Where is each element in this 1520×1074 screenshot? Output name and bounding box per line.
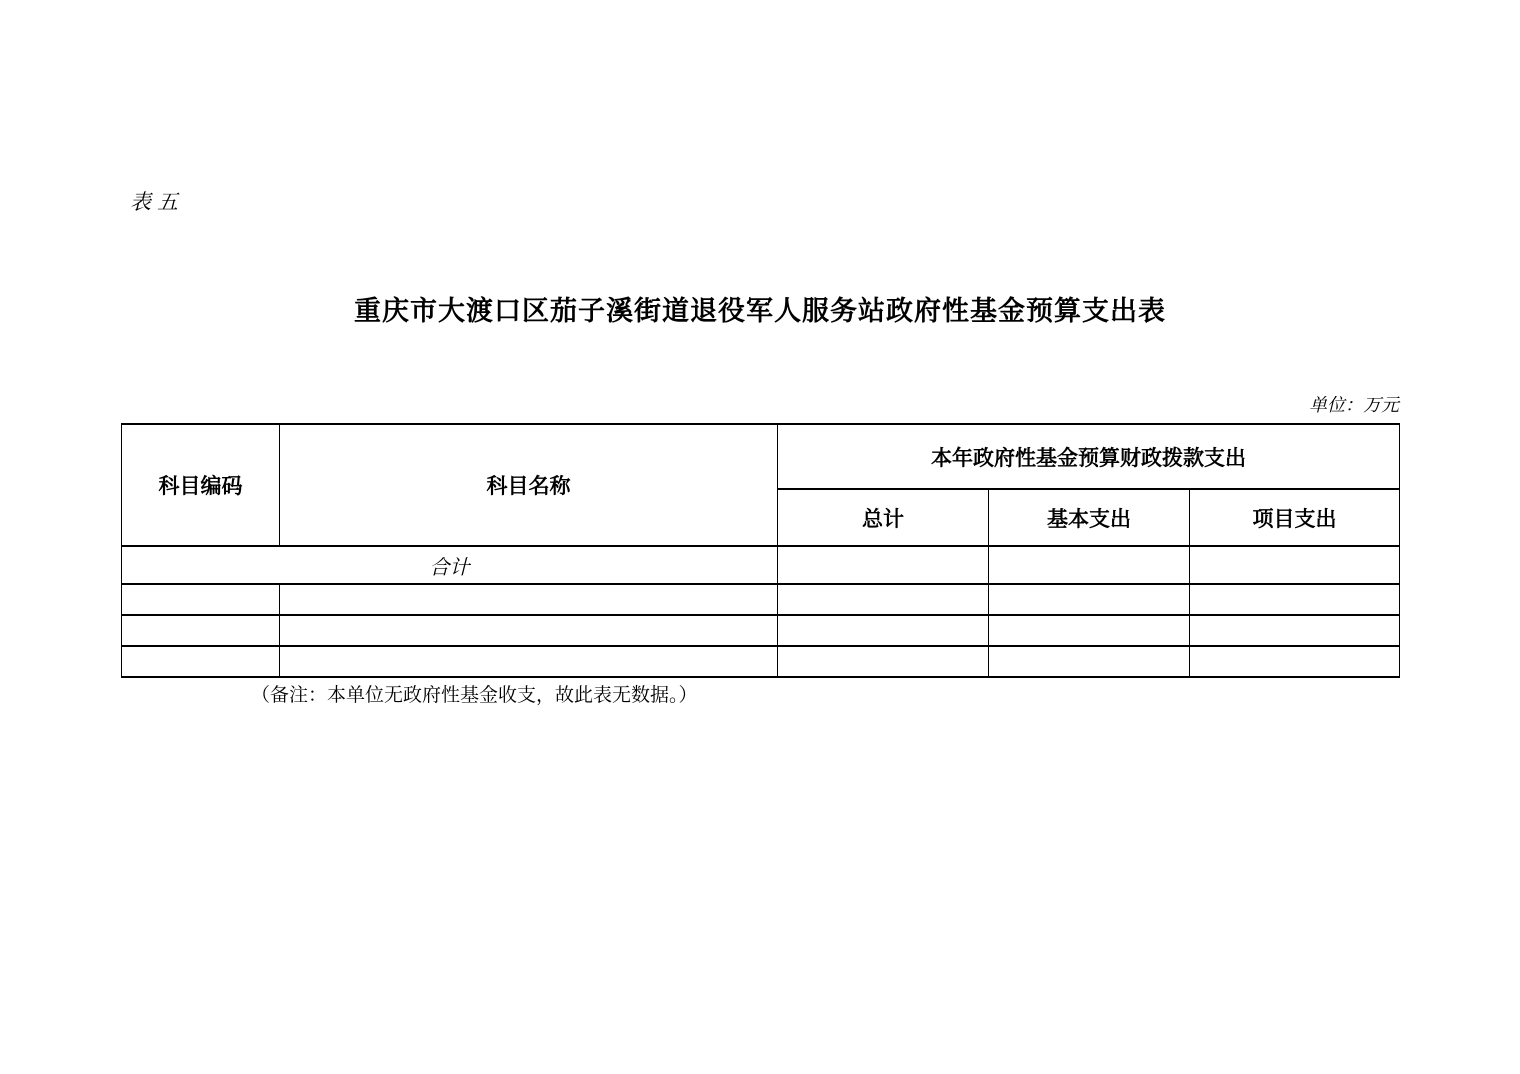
- total-row: [122, 546, 1400, 584]
- header-subject-code: 科目编码: [122, 424, 280, 546]
- page-title: 重庆市大渡口区茄子溪街道退役军人服务站政府性基金预算支出表: [354, 296, 1166, 326]
- row-total-cell: [778, 584, 989, 615]
- row-code-cell: [122, 646, 280, 677]
- row-code-cell: [122, 615, 280, 646]
- unit-note: 单位：万元: [1309, 395, 1399, 415]
- table-row: [122, 584, 1400, 615]
- total-row-label: 合计: [122, 546, 778, 584]
- row-total-cell: [778, 615, 989, 646]
- header-basic-expenditure: 基本支出: [989, 489, 1190, 546]
- table-number-label: 表五: [130, 190, 184, 214]
- header-fund-expenditure-group: 本年政府性基金预算财政拨款支出: [778, 424, 1400, 489]
- row-name-cell: [280, 584, 778, 615]
- total-row-basic-cell: [989, 546, 1190, 584]
- row-name-cell: [280, 615, 778, 646]
- row-project-cell: [1190, 584, 1400, 615]
- row-name-cell: [280, 646, 778, 677]
- row-code-cell: [122, 584, 280, 615]
- row-total-cell: [778, 646, 989, 677]
- header-project-expenditure: 项目支出: [1190, 489, 1400, 546]
- row-basic-cell: [989, 615, 1190, 646]
- total-row-total-cell: [778, 546, 989, 584]
- footnote: （备注：本单位无政府性基金收支，故此表无数据。）: [251, 685, 698, 706]
- header-subject-name: 科目名称: [280, 424, 778, 546]
- total-row-project-cell: [1190, 546, 1400, 584]
- row-basic-cell: [989, 584, 1190, 615]
- row-project-cell: [1190, 646, 1400, 677]
- budget-table: [121, 423, 1400, 678]
- header-row-1: [122, 424, 1400, 489]
- header-total: 总计: [778, 489, 989, 546]
- table-row: [122, 646, 1400, 677]
- row-basic-cell: [989, 646, 1190, 677]
- row-project-cell: [1190, 615, 1400, 646]
- table-row: [122, 615, 1400, 646]
